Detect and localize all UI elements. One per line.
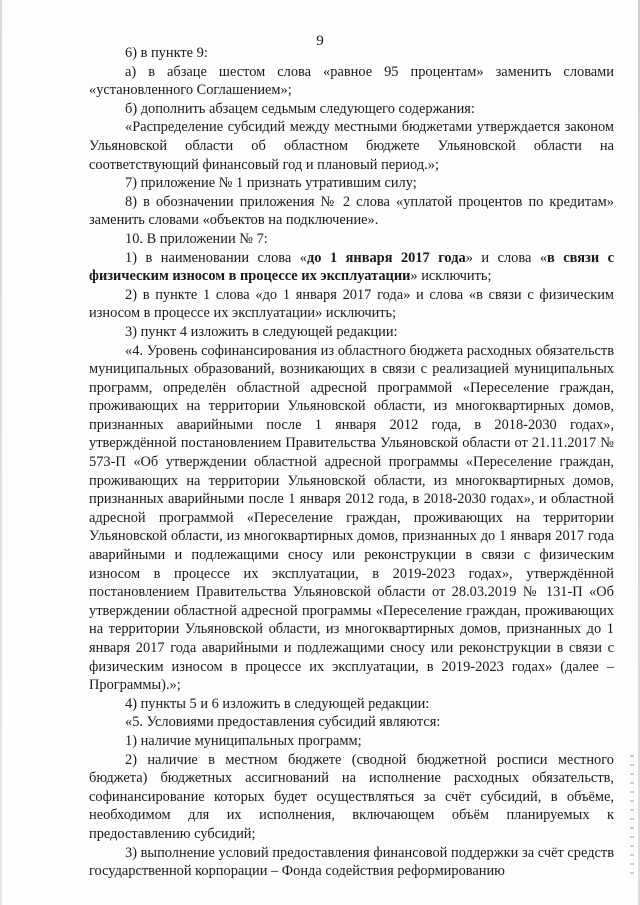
paragraph [89,732,614,751]
paragraph [89,63,614,100]
paragraph [89,323,614,342]
paragraph-text: 10. В приложении № 7: [125,230,268,247]
paragraph [89,342,614,695]
paragraph [89,118,614,174]
paragraph-text: 8) в обозначении приложения № 2 слова «уплатой процентов по кредитам» заменить словами «объектов на подключение». [89,193,614,229]
paragraph-text: 7) приложение № 1 признать утратившим силу; [125,175,417,192]
paragraph-text: «4. Уровень софинансирования из областного бюджета расходных обязательств муниципальных образований, возникающих в связи с реализацией муниципальных программ, определён областной адресной программой «Переселение граждан, проживающих на территории Ульяновской области, из многоквартирных домов, признанных аварийными после 1 января 2012 года, в 2018-2030 годах», утверждённой постановлением Правительства Ульяновской области от 21.11.2017 № 573-П «Об утверждении областной адресной программы «Переселение граждан, проживающих на территории Ульяновской области, из многоквартирных домов, признанных аварийными после 1 января 2012 года, в 2018-2030 годах», и областной адресной программой «Переселение граждан, проживающих на территории Ульяновской области, из многоквартирных домов, признанных до 1 января 2017 года аварийными и подлежащими сносу или реконструкции в связи с физическим износом в процессе их эксплуатации, в 2019-2023 годах», утверждённой постановлением Правительства Ульяновской области от 28.03.2019 № 131-П «Об утверждении областной адресной программы «Переселение граждан, проживающих на территории Ульяновской области, из многоквартирных домов, признанных до 1 января 2017 года аварийными и подлежащими сносу или реконструкции в связи с физическим износом в процессе их эксплуатации, в 2019-2023 годах» (далее – Программы).»; [89,342,614,694]
paragraph [89,230,614,249]
paragraph [89,695,614,714]
paragraph-text: 3) пункт 4 изложить в следующей редакции: [125,323,398,340]
paragraph-text: » исключить; [410,268,492,285]
scan-edge-left [0,0,2,905]
paragraph [89,713,614,732]
paragraph [89,193,614,230]
paragraph [89,844,614,881]
paragraph-text: 3) выполнение условий предоставления финансовой поддержки за счёт средств государственной корпорации – Фонда содействия реформированию [89,844,614,880]
paragraph [89,44,614,63]
paragraph [89,174,614,193]
paragraph-text: 2) в пункте 1 слова «до 1 января 2017 года» и слова «в связи с физическим износом в процессе их эксплуатации» исключить; [89,286,614,322]
paragraph [89,286,614,323]
paragraph-text: «5. Условиями предоставления субсидий являются: [125,714,441,731]
paragraph-text: «Распределение субсидий между местными бюджетами утверждается законом Ульяновской области об областном бюджете Ульяновской области на соответствующий финансовый год и плановый период.»; [89,119,614,173]
paragraph [89,100,614,119]
bold-text: в связи с физическим износом в процессе их эксплуатации [89,249,614,285]
paragraph-text: б) дополнить абзацем седьмым следующего содержания: [125,100,475,117]
paragraph [89,249,614,286]
document-body [89,44,614,881]
page-number: 9 [316,33,324,49]
paragraph-text: 1) в наименовании слова « [125,249,307,266]
scan-artifact [630,755,634,875]
paragraph-text: 4) пункты 5 и 6 изложить в следующей редакции: [125,695,430,712]
paragraph-text: » и слова « [465,249,548,266]
paragraph-text: 2) наличие в местном бюджете (сводной бюджетной росписи местного бюджета) бюджетных ассигнований на исполнение расходных обязательств, софинансирование которых будет осуществляться за счёт субсидий, в объёме, необходимом для их исполнения, включающем объём планируемых к предоставлению субсидий; [89,751,614,842]
paragraph [89,751,614,844]
paragraph-text: 1) наличие муниципальных программ; [125,732,362,749]
paragraph-text: а) в абзаце шестом слова «равное 95 процентам» заменить словами «установленного Соглашением»; [89,63,614,99]
paragraph-text: 6) в пункте 9: [125,45,208,61]
bold-text: до 1 января 2017 года [306,249,466,266]
